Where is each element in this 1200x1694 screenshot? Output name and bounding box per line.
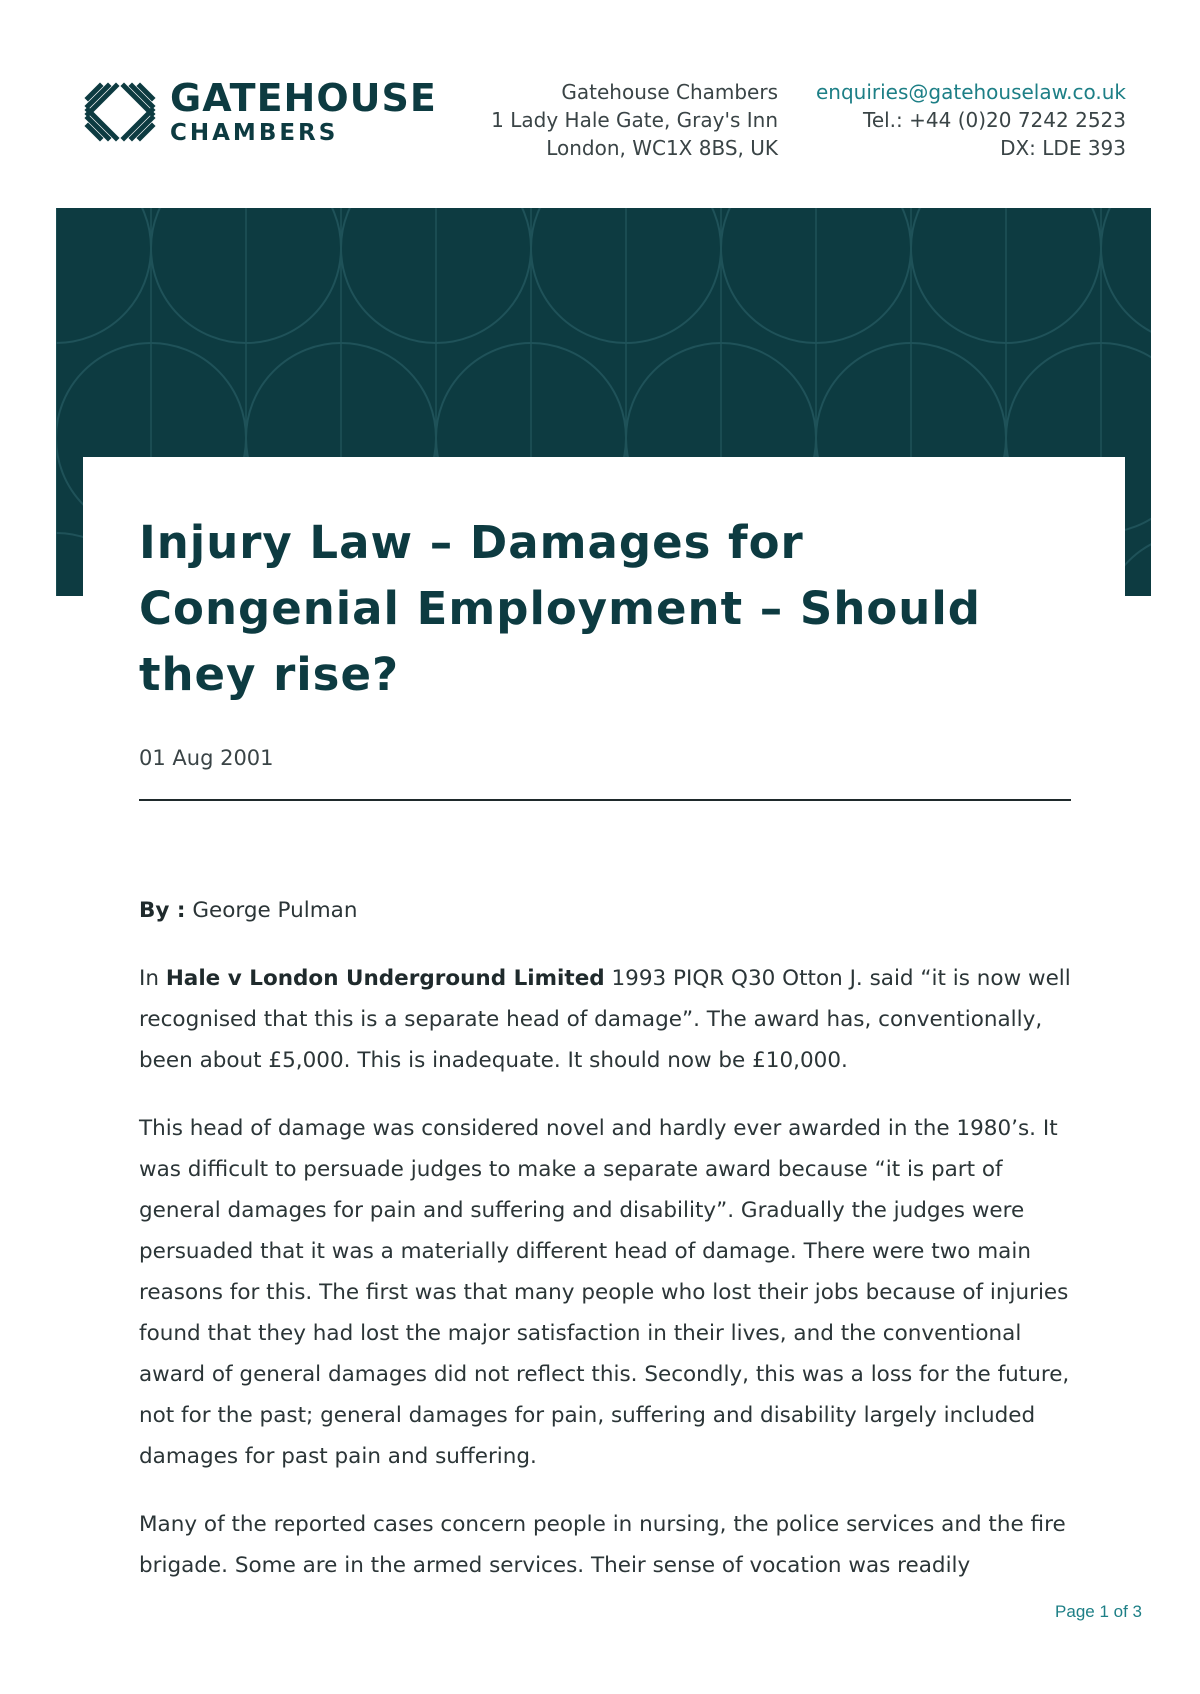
paragraph: Many of the reported cases concern people in nursing, the police services and the fire brigade. Some are in the armed services. Their sense of vocation was readily	[139, 1512, 1066, 1578]
address-line: 1 Lady Hale Gate, Gray's Inn	[491, 108, 778, 132]
paragraph	[139, 958, 1079, 1081]
chambers-address	[491, 78, 778, 162]
paragraph-text: 1993 PIQR Q30 Otton J. said “it is now well recognised that this is a separate head of damage”. The award has, conventionally, been about £5,000. This is inadequate. It should now be £10,000.	[139, 966, 1071, 1073]
author-name: George Pulman	[192, 898, 358, 923]
address-line: London, WC1X 8BS, UK	[546, 136, 778, 160]
paragraph-text: In	[139, 966, 166, 991]
paragraph: This head of damage was considered novel and hardly ever awarded in the 1980’s. It was difficult to persuade judges to make a separate award because “it is part of general damages for pain and suffering and disability”. Gradually the judges were persuaded that it was a materially different head of damage. There were two main reasons for this. The first was that many people who lost their jobs because of injuries found that they had lost the major satisfaction in their lives, and the conventional award of general damages did not reflect this. Secondly, this was a loss for the future, not for the past; general damages for pain, suffering and disability largely included damages for past pain and suffering.	[139, 1116, 1070, 1469]
pattern-arc	[56, 208, 151, 343]
page-number: Page 1 of 3	[1055, 1602, 1142, 1621]
pattern-arc	[1101, 208, 1151, 343]
article-body	[139, 890, 1079, 1613]
gatehouse-logo	[82, 74, 437, 150]
page-title: Injury Law – Damages for Congenial Employment – Should they rise?	[139, 516, 981, 701]
byline	[139, 890, 1079, 931]
divider	[139, 799, 1071, 801]
phone-number: Tel.: +44 (0)20 7242 2523	[863, 108, 1126, 132]
contact-details	[816, 78, 1126, 162]
publish-date: 01 Aug 2001	[139, 746, 274, 770]
gatehouse-logo-icon	[82, 74, 158, 150]
byline-label: By :	[139, 898, 186, 923]
email-link[interactable]: enquiries@gatehouselaw.co.uk	[815, 80, 1126, 104]
dx-number: DX: LDE 393	[1000, 136, 1126, 160]
logo-name: GATEHOUSE	[170, 76, 437, 120]
case-name: Hale v London Underground Limited	[165, 966, 605, 991]
logo-subtitle: CHAMBERS	[170, 120, 339, 146]
address-line: Gatehouse Chambers	[561, 80, 778, 104]
logo-wordmark	[170, 78, 437, 146]
